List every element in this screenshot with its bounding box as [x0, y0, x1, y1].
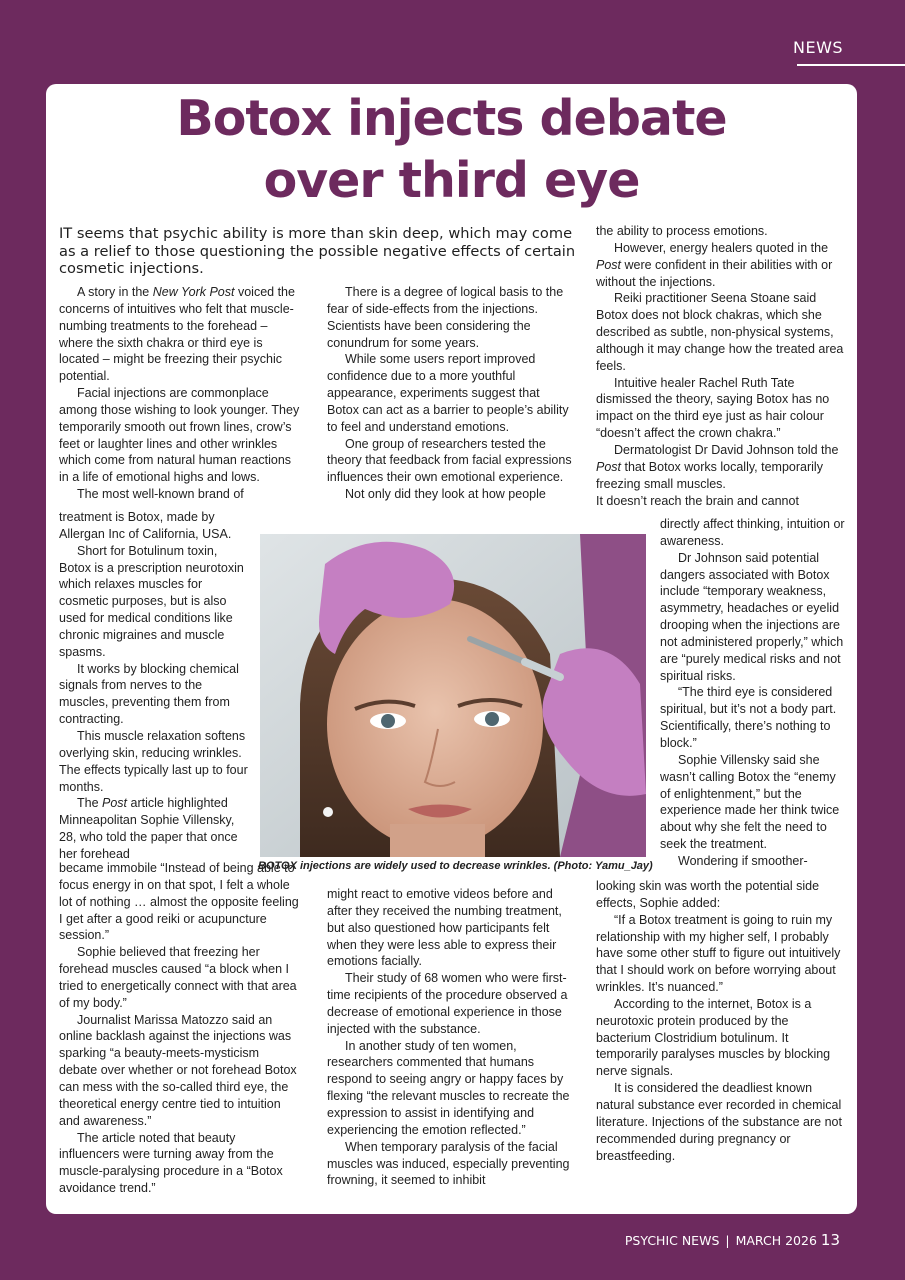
article-photo: [260, 534, 646, 857]
publication-name: PSYCHIC NEWS: [624, 1233, 720, 1248]
paragraph: Intuitive healer Rachel Ruth Tate dismissed the theory, saying Botox has no impact on the third eye just as hair colour “doesn’t affect the crown chakra.”: [596, 375, 830, 441]
paragraph: According to the internet, Botox is a neurotoxic protein produced by the bacterium Clostridium botulinum. It temporarily paralyses muscles by blocking nerve signals.: [596, 996, 831, 1079]
column-1-bottom: [59, 860, 299, 1197]
paragraph: might react to emotive videos before and after they received the numbing treatment, but also questioned how participants felt when they were less able to express their emotions facially.: [327, 887, 562, 969]
paragraph: treatment is Botox, made by Allergan Inc of California, USA.: [59, 510, 232, 541]
column-2-top: [327, 284, 574, 503]
issue-date: MARCH 2026: [735, 1233, 817, 1248]
column-3-top: [596, 223, 845, 509]
paragraph: The article noted that beauty influencers were turning away from the muscle-paralysing procedure in a “Botox avoidance trend.”: [59, 1130, 283, 1196]
paragraph: Short for Botulinum toxin, Botox is a prescription neurotoxin which relaxes muscles for cosmetic purposes, but is also used for medical conditions like chronic migraines and muscle spasms.: [59, 543, 244, 659]
section-rule: [797, 64, 905, 66]
paragraph: The Post article highlighted Minneapolitan Sophie Villensky, 28, who told the paper that once her forehead: [59, 796, 238, 861]
column-3-bottom: [596, 878, 845, 1164]
paragraph: Dr Johnson said potential dangers associated with Botox include “temporary weakness, asymmetry, headaches or eyelid drooping when the injections are not administered properly,” which are “purely medical risks and not spiritual risks.: [660, 550, 844, 683]
paragraph: became immobile “Instead of being able to focus energy in on that spot, I felt a whole lot of nothing … almost the opposite feeling I get after a good reiki or acupuncture session.”: [59, 861, 299, 943]
paragraph: One group of researchers tested the theory that feedback from facial expressions influences their own emotional experience.: [327, 436, 572, 485]
column-2-bottom: [327, 886, 575, 1189]
paragraph: “The third eye is considered spiritual, but it’s not a body part. Scientifically, there’s nothing to block.”: [660, 685, 837, 750]
paragraph: It doesn’t reach the brain and cannot: [596, 493, 799, 508]
page-number: 13: [820, 1231, 840, 1249]
paragraph: It is considered the deadliest known natural substance ever recorded in chemical literature. Injections of the substance are not recommended during pregnancy or breastfeeding.: [596, 1081, 842, 1163]
headline-line-1: Botox injects debate: [176, 90, 727, 147]
paragraph: the ability to process emotions.: [596, 224, 768, 238]
photo-caption: BOTOX injections are widely used to decrease wrinkles. (Photo: Yamu_Jay): [258, 860, 653, 872]
paragraph: Journalist Marissa Matozzo said an online backlash against the injections was sparking “a beauty-meets-mysticism debate over whether or not forehead Botox can mess with the so-called third eye, the theoretical energy centre tied to intuition and awareness.”: [59, 1012, 297, 1128]
paragraph: Dermatologist Dr David Johnson told the Post that Botox works locally, temporarily freezing small muscles.: [596, 442, 839, 491]
footer-separator: |: [725, 1233, 730, 1248]
paragraph: There is a degree of logical basis to the fear of side-effects from the injections. Scientists have been considering the conundrum for some years.: [327, 285, 564, 350]
paragraph: Reiki practitioner Seena Stoane said Botox does not block chakras, which she described as subtle, non-physical systems, although it may change how the treated area feels.: [596, 291, 844, 373]
headline-line-2: over third eye: [263, 152, 640, 209]
paragraph: Facial injections are commonplace among those wishing to look younger. They temporarily smooth out frown lines, crow’s feet or laughter lines and other wrinkles which come from natural human reactions in a life of emotional highs and lows.: [59, 386, 300, 485]
paragraph: Their study of 68 women who were first-time recipients of the procedure observed a decrease of emotional experience in those injected with the substance.: [327, 971, 568, 1036]
paragraph: Wondering if smoother-: [678, 853, 808, 868]
page-footer: [0, 1231, 840, 1249]
column-1-top: [59, 284, 303, 503]
paragraph: This muscle relaxation softens overlying skin, reducing wrinkles. The effects typically last up to four months.: [59, 728, 248, 794]
paragraph: “If a Botox treatment is going to ruin my relationship with my higher self, I probably have some other stuff to figure out intuitively that I should work on before worrying about wrinkles. It’s nuanced.”: [596, 912, 841, 995]
paragraph: Sophie believed that freezing her forehead muscles caused “a block when I tried to energetically connect with that area of my body.”: [59, 945, 297, 1010]
paragraph: While some users report improved confidence due to a more youthful appearance, experiments suggest that Botox can act as a barrier to people’s ability to feel and understand emotions.: [327, 352, 569, 434]
paragraph: However, energy healers quoted in the Post were confident in their abilities with or without the injections.: [596, 240, 833, 289]
paragraph: Sophie Villensky said she wasn’t calling Botox the “enemy of enlightenment,” but the experience made her think twice about why she felt the need to seek the treatment.: [660, 752, 840, 852]
paragraph: Not only did they look at how people: [345, 487, 546, 502]
paragraph: A story in the New York Post voiced the concerns of intuitives who felt that muscle-numbing treatments to the forehead – where the sixth chakra or third eye is located – might be freezing their psychic potential.: [59, 285, 295, 384]
paragraph: In another study of ten women, researchers commented that humans respond to seeing angry or happy faces by flexing “the relevant muscles to recreate the expression to assist in identifying and experiencing the emotion reflected.”: [327, 1038, 570, 1137]
paragraph: It works by blocking chemical signals from nerves to the muscles, preventing them from contracting.: [59, 661, 239, 727]
headline: [46, 88, 857, 212]
article-card: [46, 84, 857, 1214]
section-label: NEWS: [793, 38, 844, 57]
paragraph: looking skin was worth the potential side effects, Sophie added:: [596, 879, 820, 910]
standfirst: IT seems that psychic ability is more than skin deep, which may come as a relief to those questioning the possible negative effects of certain cosmetic injections.: [59, 225, 576, 277]
column-3-wrap: [660, 516, 845, 870]
paragraph: directly affect thinking, intuition or awareness.: [660, 517, 845, 548]
column-1-wrap: [59, 509, 249, 863]
botox-injection-photo: [260, 534, 646, 857]
paragraph: When temporary paralysis of the facial muscles was induced, especially preventing frowning, it seemed to inhibit: [327, 1139, 570, 1188]
paragraph: The most well-known brand of: [77, 487, 244, 502]
